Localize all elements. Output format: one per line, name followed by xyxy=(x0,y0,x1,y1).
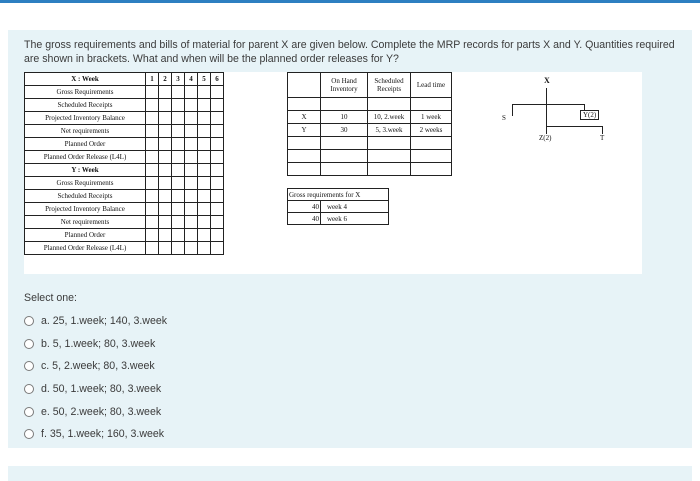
radio-button[interactable] xyxy=(24,384,34,394)
bom-edge xyxy=(546,126,602,127)
bom-child-t: T xyxy=(600,134,605,142)
bom-edge xyxy=(546,88,547,104)
mrp-row-label: Gross Requirements xyxy=(25,86,146,99)
week-col: 2 xyxy=(159,73,172,86)
radio-button[interactable] xyxy=(24,429,34,439)
mrp-row-label: Net requirements xyxy=(25,216,146,229)
radio-button[interactable] xyxy=(24,316,34,326)
option-a[interactable] xyxy=(24,310,167,333)
question-card xyxy=(8,30,692,448)
option-e[interactable] xyxy=(24,400,167,423)
question-figure xyxy=(24,72,642,274)
next-question-card xyxy=(8,466,692,481)
lead-time-header: Lead time xyxy=(411,73,452,98)
gross-req-title: Gross requirements for X xyxy=(288,189,389,201)
inventory-table xyxy=(287,72,452,176)
week-col: 1 xyxy=(146,73,159,86)
option-label: b. 5, 1.week; 80, 3.week xyxy=(41,337,156,350)
gross-req-qty: 40 xyxy=(288,201,321,213)
bom-edge xyxy=(512,104,513,116)
bom-edge xyxy=(512,104,584,105)
part-x-label: X xyxy=(288,111,321,124)
mrp-row-label: Net requirements xyxy=(25,125,146,138)
radio-button[interactable] xyxy=(24,407,34,417)
option-label: a. 25, 1.week; 140, 3.week xyxy=(41,315,168,328)
bom-child-z: Z(2) xyxy=(539,134,552,142)
mrp-row-label: Planned Order xyxy=(25,138,146,151)
bom-child-y: Y(2) xyxy=(580,110,599,120)
option-c[interactable] xyxy=(24,355,167,378)
week-col: 4 xyxy=(185,73,198,86)
option-d[interactable] xyxy=(24,378,167,401)
gross-req-qty: 40 xyxy=(288,213,321,225)
question-text: The gross requirements and bills of material for parent X are given below. Complete the MRP records for parts X and Y. Quantities required are shown in brackets. What and when will be the planned order releases for Y? xyxy=(24,39,675,65)
x-scheduled: 10, 2.week xyxy=(368,111,411,124)
top-accent-bar xyxy=(0,0,700,3)
mrp-row-label: Scheduled Receipts xyxy=(25,99,146,112)
option-b[interactable] xyxy=(24,333,167,356)
bom-edge xyxy=(546,126,547,134)
week-col: 5 xyxy=(198,73,211,86)
option-label: f. 35, 1.week; 160, 3.week xyxy=(41,428,165,441)
mrp-row-label: Projected Inventory Balance xyxy=(25,112,146,125)
mrp-record-table xyxy=(24,72,224,255)
option-label: d. 50, 1.week; 80, 3.week xyxy=(41,383,162,396)
mrp-row-label: Projected Inventory Balance xyxy=(25,203,146,216)
week-col: 6 xyxy=(211,73,224,86)
y-on-hand: 30 xyxy=(321,124,368,137)
bom-left-label: S xyxy=(502,114,506,122)
bom-root: X xyxy=(544,76,550,85)
mrp-row-label: Planned Order xyxy=(25,229,146,242)
y-lead-time: 2 weeks xyxy=(411,124,452,137)
mrp-row-label: Gross Requirements xyxy=(25,177,146,190)
gross-req-week: week 6 xyxy=(321,213,389,225)
y-scheduled: 5, 3.week xyxy=(368,124,411,137)
option-label: e. 50, 2.week; 80, 3.week xyxy=(41,405,162,418)
mrp-row-label: Planned Order Release (L4L) xyxy=(25,151,146,164)
gross-req-week: week 4 xyxy=(321,201,389,213)
select-one-label: Select one: xyxy=(24,292,78,304)
scheduled-receipts-header: Scheduled Receipts xyxy=(368,73,411,98)
radio-button[interactable] xyxy=(24,361,34,371)
week-col: 3 xyxy=(172,73,185,86)
part-y-label: Y xyxy=(288,124,321,137)
x-lead-time: 1 week xyxy=(411,111,452,124)
mrp-row-label: Planned Order Release (L4L) xyxy=(25,242,146,255)
x-week-header: X : Week xyxy=(25,73,146,86)
bom-edge xyxy=(546,104,547,126)
option-f[interactable] xyxy=(24,423,167,446)
bom-edge xyxy=(602,126,603,134)
on-hand-header: On Hand Inventory xyxy=(321,73,368,98)
mrp-row-label: Scheduled Receipts xyxy=(25,190,146,203)
option-label: c. 5, 2.week; 80, 3.week xyxy=(41,360,155,373)
answer-options xyxy=(24,310,167,446)
y-week-header: Y : Week xyxy=(25,164,146,177)
radio-button[interactable] xyxy=(24,339,34,349)
x-on-hand: 10 xyxy=(321,111,368,124)
gross-requirements-table xyxy=(287,188,389,225)
